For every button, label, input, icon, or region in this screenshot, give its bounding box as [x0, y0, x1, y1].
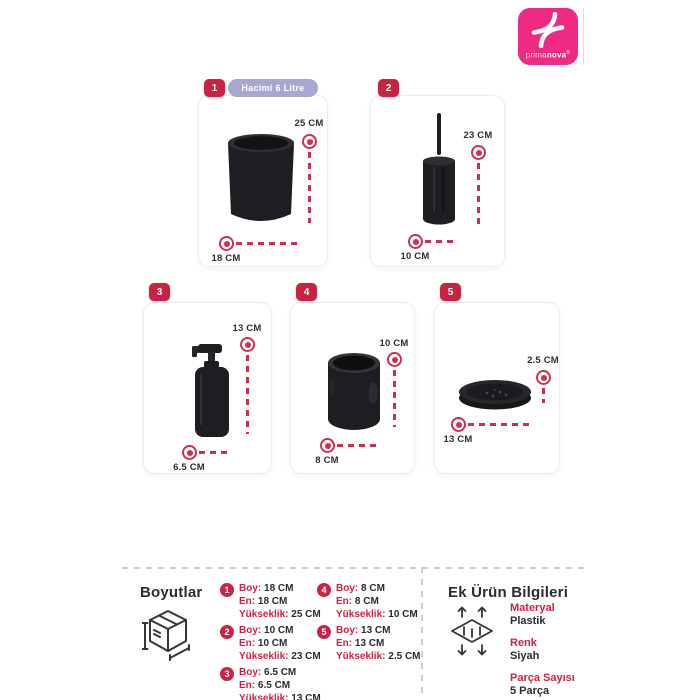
- logo-text-prima: prima: [525, 51, 547, 60]
- product-5-width-marker: [451, 417, 466, 432]
- product-3-height-label: 13 CM: [232, 323, 262, 334]
- product-5-number-badge: 5: [440, 283, 461, 301]
- product-1-height-line: [308, 152, 311, 223]
- product-1-number-badge: 1: [204, 79, 225, 97]
- dimension-entry-2: [220, 624, 321, 663]
- product-2-width-marker: [408, 234, 423, 249]
- product-card-2: [370, 95, 505, 267]
- color-value: Siyah: [510, 650, 540, 662]
- entry-1-en: En: 18 CM: [239, 596, 288, 607]
- product-2-width-line: [425, 240, 456, 243]
- product-2-number-badge: 2: [378, 79, 399, 97]
- entry-1-number-badge: 1: [220, 583, 234, 597]
- panel-top-divider: [122, 567, 588, 569]
- product-3-width-line: [199, 451, 230, 454]
- product-2-height-label: 23 CM: [463, 130, 493, 141]
- entry-2-number-badge: 2: [220, 625, 234, 639]
- material-value: Plastik: [510, 615, 546, 627]
- entry-1-yukseklik: Yükseklik: 25 CM: [239, 609, 321, 620]
- dimensions-panel-title: Boyutlar: [140, 584, 203, 601]
- logo-divider-line: [583, 8, 584, 65]
- product-4-number-badge: 4: [296, 283, 317, 301]
- entry-3-yukseklik: Yükseklik: 13 CM: [239, 693, 321, 700]
- product-1-height-marker: [302, 134, 317, 149]
- dimension-entry-5: [317, 624, 421, 663]
- entry-5-yukseklik: Yükseklik: 2.5 CM: [336, 651, 421, 662]
- product-1-height-label: 25 CM: [294, 118, 324, 129]
- info-row-color: [510, 637, 575, 663]
- dimension-entry-4: [317, 582, 418, 621]
- product-card-3: [143, 302, 272, 474]
- product-1-volume-pill: Hacimi 6 Litre: [228, 79, 318, 97]
- entry-3-boy: Boy: 6.5 CM: [239, 667, 297, 678]
- info-row-piece-count: [510, 672, 575, 698]
- product-1-width-marker: [219, 236, 234, 251]
- entry-4-number-badge: 4: [317, 583, 331, 597]
- product-4-height-label: 10 CM: [379, 338, 409, 349]
- product-3-number-badge: 3: [149, 283, 170, 301]
- info-row-material: [510, 602, 575, 628]
- entry-2-en: En: 10 CM: [239, 638, 288, 649]
- entry-1-boy: Boy: 18 CM: [239, 583, 294, 594]
- product-card-1: [198, 95, 328, 267]
- entry-5-en: En: 13 CM: [336, 638, 385, 649]
- product-2-height-marker: [471, 145, 486, 160]
- entry-3-en: En: 6.5 CM: [239, 680, 291, 691]
- info-panel-title: Ek Ürün Bilgileri: [448, 584, 569, 601]
- product-4-height-marker: [387, 352, 402, 367]
- product-4-width-line: [337, 444, 378, 447]
- product-2-height-line: [477, 163, 480, 224]
- logo-wordmark: [526, 50, 570, 60]
- product-card-5: [434, 302, 560, 474]
- product-4-width-marker: [320, 438, 335, 453]
- product-dimensions-icon: [449, 606, 495, 656]
- product-1-width-label: 18 CM: [211, 253, 241, 264]
- soap-dish-illustration: [459, 377, 531, 411]
- piece-count-value: 5 Parça: [510, 685, 550, 697]
- product-5-width-label: 13 CM: [443, 434, 473, 445]
- product-3-width-label: 6.5 CM: [173, 462, 205, 473]
- entry-4-en: En: 8 CM: [336, 596, 379, 607]
- entry-5-number-badge: 5: [317, 625, 331, 639]
- product-4-height-line: [393, 370, 396, 427]
- entry-4-boy: Boy: 8 CM: [336, 583, 385, 594]
- product-5-height-label: 2.5 CM: [527, 355, 559, 366]
- entry-2-yukseklik: Yükseklik: 23 CM: [239, 651, 321, 662]
- primanova-logo: [518, 8, 578, 65]
- soap-dispenser-illustration: [192, 341, 232, 437]
- panel-vertical-divider: [421, 567, 423, 698]
- product-4-width-label: 8 CM: [315, 455, 339, 466]
- tumbler-illustration: [328, 353, 380, 431]
- product-5-width-line: [468, 423, 532, 426]
- color-label: Renk: [510, 637, 537, 649]
- entry-4-yukseklik: Yükseklik: 10 CM: [336, 609, 418, 620]
- product-1-width-line: [236, 242, 298, 245]
- product-2-width-label: 10 CM: [400, 251, 430, 262]
- logo-swoosh-icon: [528, 12, 568, 48]
- material-label: Materyal: [510, 602, 555, 614]
- product-3-height-marker: [240, 337, 255, 352]
- product-card-4: [290, 302, 415, 474]
- entry-3-number-badge: 3: [220, 667, 234, 681]
- dimension-entry-1: [220, 582, 321, 621]
- product-5-height-marker: [536, 370, 551, 385]
- entry-5-boy: Boy: 13 CM: [336, 625, 391, 636]
- logo-text-nova: nova: [546, 51, 567, 60]
- toilet-brush-illustration: [422, 113, 456, 226]
- registered-mark: ®: [566, 50, 571, 57]
- entry-2-boy: Boy: 10 CM: [239, 625, 294, 636]
- product-3-height-line: [246, 355, 249, 434]
- piece-count-label: Parça Sayısı: [510, 672, 575, 684]
- product-5-height-line: [542, 388, 545, 403]
- waste-bin-illustration: [228, 134, 294, 226]
- product-3-width-marker: [182, 445, 197, 460]
- info-rows: [510, 602, 575, 700]
- package-box-icon: [142, 608, 190, 662]
- dimension-entry-3: [220, 666, 321, 700]
